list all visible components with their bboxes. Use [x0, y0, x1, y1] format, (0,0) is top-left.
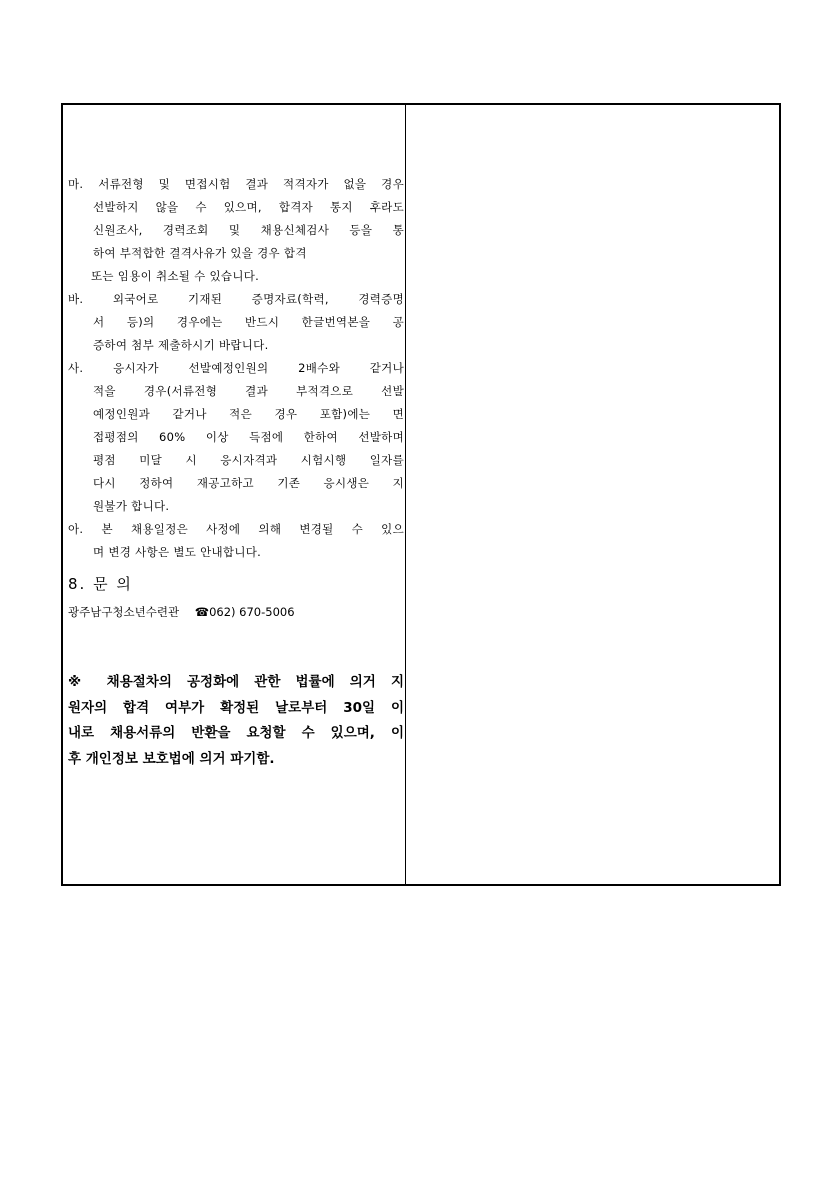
contact-line [68, 604, 295, 620]
item-line: 증하여 첨부 제출하시기 바랍니다. [93, 338, 269, 352]
item-line: 바. 외국어로 기재된 증명자료(학력, 경력증명 [68, 292, 404, 306]
item-line: 예정인원과 같거나 적은 경우 포함)에는 면 [93, 407, 404, 421]
item-line: 마. 서류전형 및 면접시험 결과 적격자가 없을 경우 [68, 177, 404, 191]
item-line: 사. 응시자가 선발예정인원의 2배수와 같거나 [68, 361, 404, 375]
section-title-inquiry: 8. 문 의 [68, 575, 133, 593]
list-item-ba [68, 288, 404, 357]
item-line: 신원조사, 경력조회 및 채용신체검사 등을 통 [93, 223, 404, 237]
item-line: 평점 미달 시 응시자격과 시험시행 일자를 [93, 453, 404, 467]
right-column [406, 105, 779, 884]
document-table [61, 103, 781, 886]
item-line: 적을 경우(서류전형 결과 부적격으로 선발 [93, 384, 404, 398]
left-column [63, 105, 406, 884]
item-line: 접평점의 60% 이상 득점에 한하여 선발하며 [93, 430, 404, 444]
list-item-ma [68, 173, 404, 288]
item-line: 아. 본 채용일정은 사정에 의해 변경될 수 있으 [68, 522, 404, 536]
notice-line: 원자의 합격 여부가 확정된 날로부터 30일 이 [68, 699, 404, 716]
item-line: 서 등)의 경우에는 반드시 한글번역본을 공 [93, 315, 404, 329]
notice-line: 후 개인정보 보호법에 의거 파기함. [68, 750, 275, 767]
item-line: 선발하지 않을 수 있으며, 합격자 통지 후라도 [93, 200, 404, 214]
list-item-sa [68, 357, 404, 518]
item-line: 다시 정하여 재공고하고 기존 응시생은 지 [93, 476, 404, 490]
item-line: 며 변경 사항은 별도 안내합니다. [93, 545, 262, 559]
notice-line: 내로 채용서류의 반환을 요청할 수 있으며, 이 [68, 725, 404, 741]
item-line: 또는 임용이 취소될 수 있습니다. [91, 269, 260, 283]
phone-icon: ☎ [194, 605, 210, 619]
notice-paragraph [68, 670, 404, 772]
item-line: 원불가 합니다. [93, 499, 170, 513]
item-line: 하여 부적합한 결격사유가 있을 경우 합격 [93, 246, 307, 260]
list-item-a [68, 518, 404, 564]
contact-org: 광주남구청소년수련관 [68, 605, 180, 619]
notice-line: ※ 채용절차의 공정화에 관한 법률에 의거 지 [68, 674, 404, 690]
contact-phone: 062) 670-5006 [209, 605, 295, 619]
